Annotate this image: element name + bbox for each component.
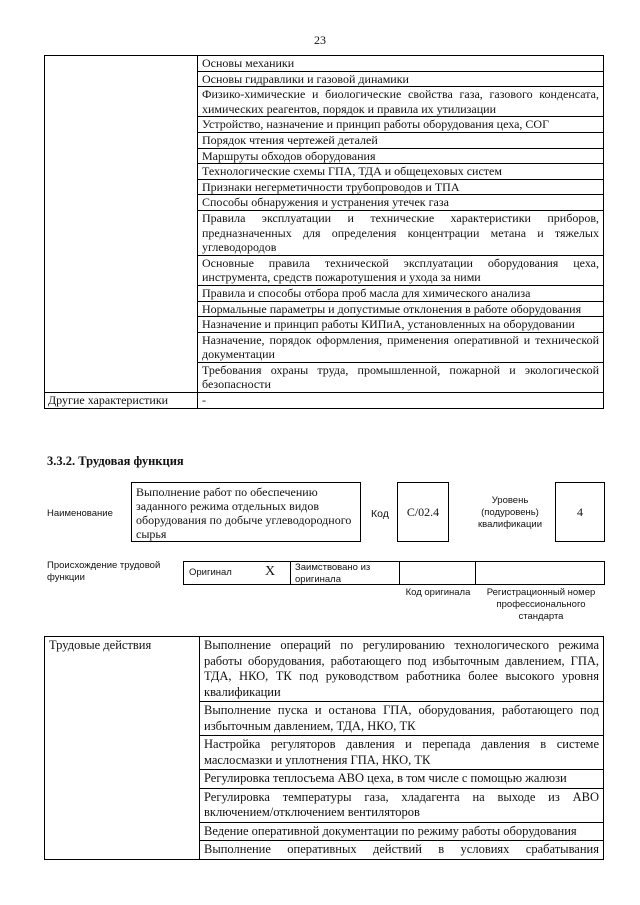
other-characteristics-label: Другие характеристики [45,393,198,409]
knowledge-item: Требования охраны труда, промышленной, пожарной и экологической безопасности [198,362,604,392]
function-name-box: Выполнение работ по обеспечению заданного режима отдельных видов оборудования по добыче углеводородного сырья [131,482,361,542]
origin-original-cell [184,562,291,584]
knowledge-item: Технологические схемы ГПА, ТДА и общецеховых систем [198,164,604,180]
knowledge-left-cell [45,56,198,393]
function-name-label: Наименование [47,508,113,519]
knowledge-item: Назначение и принцип работы КИПиА, установленных на оборудовании [198,317,604,333]
origin-label: Происхождение трудовой функции [47,560,161,583]
origin-reg-caption: Регистрационный номер профессионального стандарта [486,587,596,622]
function-code-box: С/02.4 [397,482,449,542]
knowledge-table [44,55,604,409]
qualification-level-box: 4 [555,482,605,542]
knowledge-item: Физико-химические и биологические свойства газа, газового конденсата, химических реагентов, порядок и правила их утилизации [198,87,604,117]
origin-original-mark: X [265,564,276,579]
knowledge-item: Назначение, порядок оформления, применения оперативной и технической документации [198,332,604,362]
knowledge-item: Нормальные параметры и допустимые отклонения в работе оборудования [198,301,604,317]
origin-box [183,561,605,585]
knowledge-item: Порядок чтения чертежей деталей [198,132,604,148]
origin-reg-cell [476,562,604,584]
qualification-level-label: Уровень (подуровень) квалификации [477,495,543,530]
section-title: 3.3.2. Трудовая функция [47,454,184,468]
labor-action-item: Выполнение операций по регулированию технологического режима работы оборудования, работающего под избыточным давлением, ГПА, ТДА, НКО, ТК под руководством работника более высокого уровня квалификации [200,637,604,702]
labor-action-item: Регулировка теплосъема АВО цеха, в том числе с помощью жалюзи [200,770,604,789]
labor-actions-label: Трудовые действия [45,637,200,860]
origin-original-label: Оригинал [189,567,232,578]
labor-action-item: Выполнение пуска и останова ГПА, оборудования, работающего под избыточным давлением, ТДА, НКО, ТК [200,702,604,736]
knowledge-item: Устройство, назначение и принцип работы оборудования цеха, СОГ [198,117,604,133]
knowledge-item: Основные правила технической эксплуатации оборудования цеха, инструмента, средств пожаротушения и ухода за ними [198,255,604,285]
knowledge-item: Основы механики [198,56,604,72]
page-number: 23 [314,33,326,47]
labor-actions-table [44,636,604,860]
labor-action-item-text: Выполнение оперативных действий в условиях срабатывания [204,842,599,856]
labor-action-item: Настройка регуляторов давления и перепада давления в системе маслосмазки и уплотнения ГПА, НКО, ТК [200,736,604,770]
labor-action-item: Ведение оперативной документации по режиму работы оборудования [200,822,604,841]
other-characteristics-value: - [198,393,604,409]
knowledge-item: Маршруты обходов оборудования [198,148,604,164]
knowledge-item: Признаки негерметичности трубопроводов и ТПА [198,179,604,195]
function-code-label: Код [371,508,389,520]
labor-action-item: Регулировка температуры газа, хладагента на выходе из АВО включением/отключением вентиляторов [200,788,604,822]
origin-borrowed-cell: Заимствовано из оригинала [291,562,400,584]
origin-code-cell [400,562,476,584]
knowledge-item: Основы гидравлики и газовой динамики [198,71,604,87]
origin-code-caption: Код оригинала [405,587,471,598]
labor-action-item-cut [200,841,604,860]
knowledge-item: Способы обнаружения и устранения утечек газа [198,195,604,211]
knowledge-item: Правила и способы отбора проб масла для химического анализа [198,285,604,301]
knowledge-item: Правила эксплуатации и технические характеристики приборов, предназначенных для определения концентрации метана и тяжелых углеводородов [198,210,604,255]
